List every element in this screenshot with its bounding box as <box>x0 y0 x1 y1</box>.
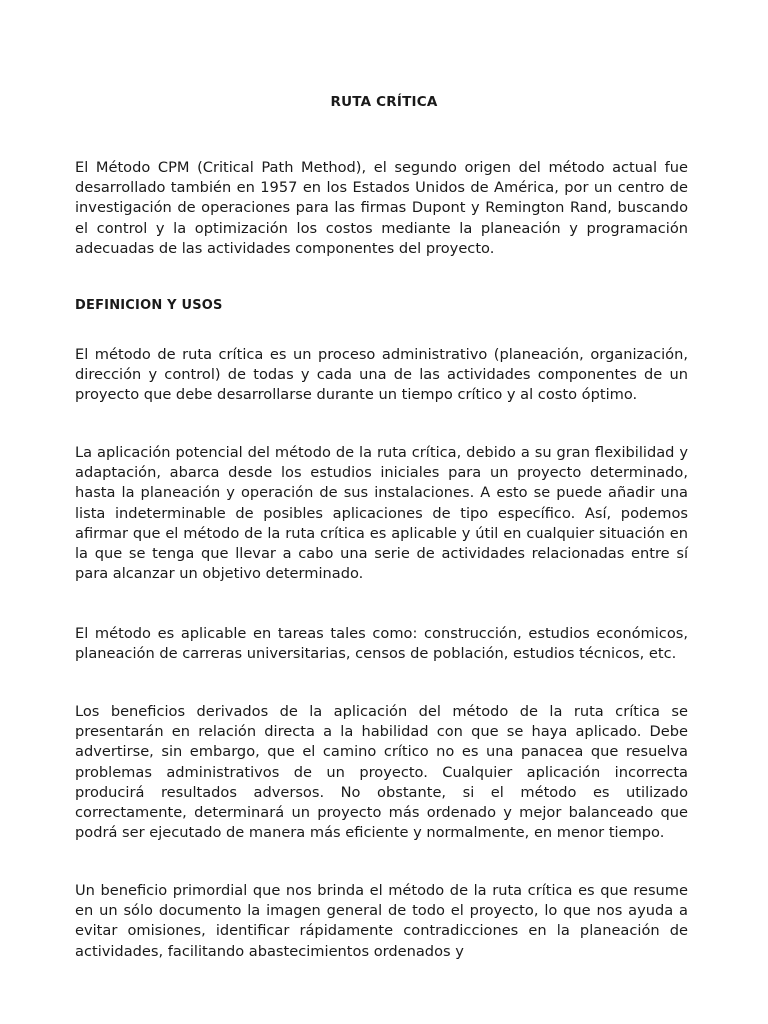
section-heading: DEFINICION Y USOS <box>75 298 223 313</box>
intro-paragraph: El Método CPM (Critical Path Method), el segundo origen del método actual fue desarrollado también en 1957 en los Estados Unidos de América, por un centro de investigación de operaciones para las firmas Dupont y Remington Rand, buscando el control y la optimización los costos mediante la planeación y programación adecuadas de las actividades componentes del proyecto. <box>75 159 688 257</box>
paragraph-primary-benefit: Un beneficio primordial que nos brinda el método de la ruta crítica es que resume en un sólo documento la imagen general de todo el proyecto, lo que nos ayuda a evitar omisiones, identificar rápidamente contradicciones en la planeación de actividades, facilitando abastecimientos ordenados y <box>75 882 688 960</box>
paragraph-definition: El método de ruta crítica es un proceso administrativo (planeación, organización, dirección y control) de todas y cada una de las actividades componentes de un proyecto que debe desarrollarse durante un tiempo crítico y al costo óptimo. <box>75 346 688 404</box>
document-title: RUTA CRÍTICA <box>330 94 438 110</box>
paragraph-tasks: El método es aplicable en tareas tales como: construcción, estudios económicos, planeación de carreras universitarias, censos de población, estudios técnicos, etc. <box>75 625 688 663</box>
paragraph-benefits: Los beneficios derivados de la aplicación del método de la ruta crítica se presentarán en relación directa a la habilidad con que se haya aplicado. Debe advertirse, sin embargo, que el camino crítico no es una panacea que resuelva problemas administrativos de un proyecto. Cualquier aplicación incorrecta producirá resultados adversos. No obstante, si el método es utilizado correctamente, determinará un proyecto más ordenado y mejor balanceado que podrá ser ejecutado de manera más eficiente y normalmente, en menor tiempo. <box>75 703 688 842</box>
paragraph-application: La aplicación potencial del método de la ruta crítica, debido a su gran flexibilidad y adaptación, abarca desde los estudios iniciales para un proyecto determinado, hasta la planeación y operación de sus instalaciones. A esto se puede añadir una lista indeterminable de posibles aplicaciones de tipo específico. Así, podemos afirmar que el método de la ruta crítica es aplicable y útil en cualquier situación en la que se tenga que llevar a cabo una serie de actividades relacionadas entre sí para alcanzar un objetivo determinado. <box>75 444 688 583</box>
